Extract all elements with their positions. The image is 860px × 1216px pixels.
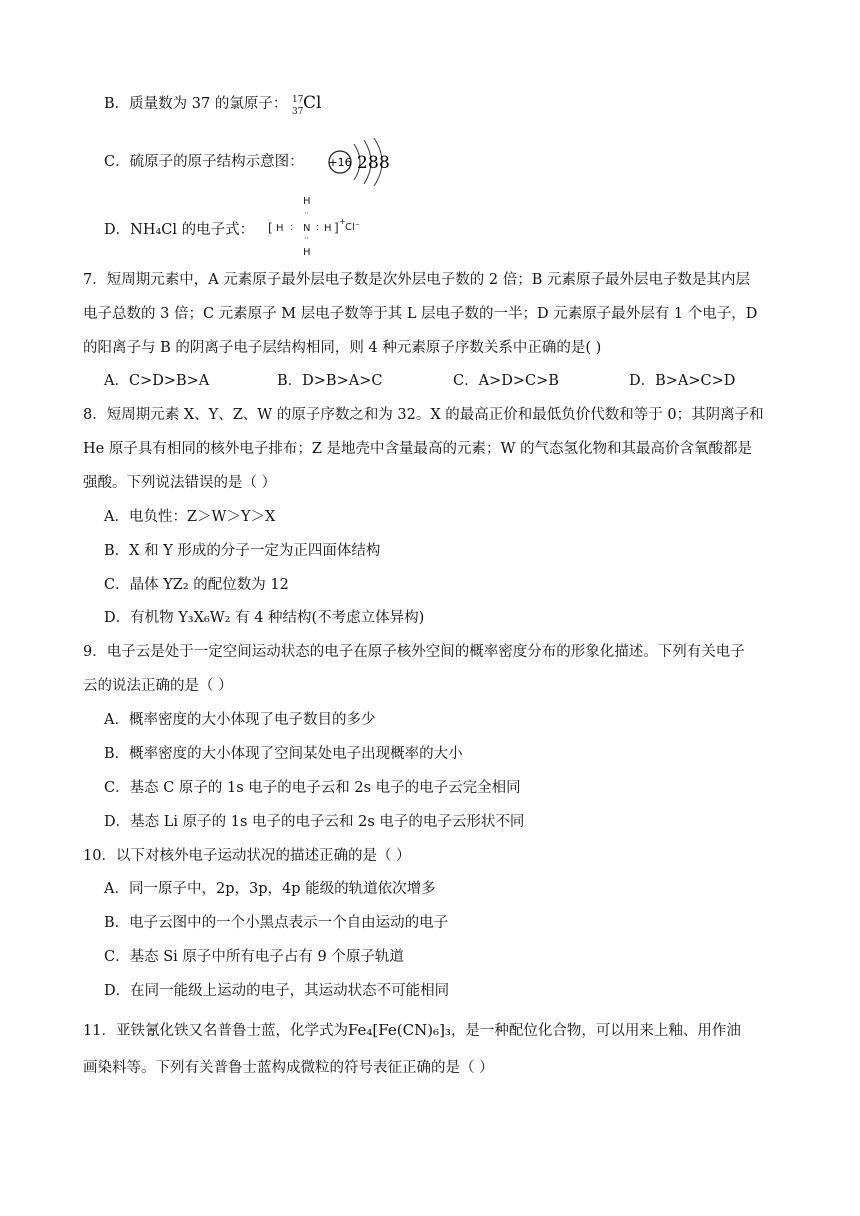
lewis-h-top: H <box>303 196 311 207</box>
q9-option-d: D．基态 Li 原子的 1s 电子的电子云和 2s 电子的电子云形状不同 <box>104 814 525 830</box>
shell-1-count: 2 <box>357 153 368 173</box>
shell-2-count: 8 <box>368 153 379 173</box>
q9-stem-line-1: 9．电子云是处于一定空间运动状态的电子在原子核外空间的概率密度分布的形象化描述。下列有关电子 <box>83 644 745 660</box>
q11-stem-start: 11．亚铁氰化铁又名普鲁士蓝，化学式为 <box>83 1023 348 1039</box>
q6-option-b <box>104 92 320 116</box>
q10-option-c: C．基态 Si 原子中所有电子占有 9 个原子轨道 <box>104 949 404 965</box>
q7-option-b: B．D>B>A>C <box>277 373 383 389</box>
lewis-anion: Cl⁻ <box>345 222 361 233</box>
q9-stem-line-2: 云的说法正确的是（ ） <box>83 678 233 694</box>
q7-stem-line-2: 电子总数的 3 倍；C 元素原子 M 层电子数等于其 L 层电子数的一半；D 元素原子最外层有 1 个电子，D <box>83 306 758 322</box>
shell-3-count: 8 <box>379 153 390 173</box>
q7-option-a: A．C>D>B>A <box>104 373 210 389</box>
lewis-dots-top: ·· <box>304 209 310 218</box>
q11-stem-line-2: 画染料等。下列有关普鲁士蓝构成微粒的符号表征正确的是（ ） <box>83 1060 494 1076</box>
ammonium-chloride-lewis-structure <box>266 196 386 262</box>
q7-option-c: C．A>D>C>B <box>453 373 559 389</box>
q6-option-d <box>104 220 254 240</box>
lewis-dots-right: : <box>316 222 320 233</box>
q8-option-d: D．有机物 Y₃X₆W₂ 有 4 种结构(不考虑立体异构) <box>104 610 425 626</box>
q8-option-c: C．晶体 YZ₂ 的配位数为 12 <box>104 577 289 593</box>
lewis-bracket-left: [ <box>268 221 273 235</box>
q10-option-d: D．在同一能级上运动的电子，其运动状态不可能相同 <box>104 983 450 999</box>
q10-stem: 10．以下对核外电子运动状况的描述正确的是（ ） <box>83 848 411 864</box>
lewis-dots-bottom: ·· <box>304 234 310 243</box>
lewis-dots-left: : <box>290 222 294 233</box>
q6-option-b-text: B．质量数为 37 的氯原子： <box>104 96 288 112</box>
nuclide-upper-number: 17 <box>291 95 304 105</box>
sulfur-atomic-structure-diagram <box>326 136 396 188</box>
lewis-n-center: N <box>303 223 311 234</box>
q7-stem-line-3: 的阳离子与 B 的阴离子电子层结构相同，则 4 种元素原子序数关系中正确的是( ) <box>83 340 602 356</box>
lewis-charge: + <box>339 217 346 226</box>
nucleus-charge: +16 <box>328 156 352 169</box>
q8-stem-line-2: He 原子具有相同的核外电子排布；Z 是地壳中含量最高的元素；W 的气态氢化物和其最高价含氧酸都是 <box>83 441 753 457</box>
q9-option-a: A．概率密度的大小体现了电子数目的多少 <box>104 712 376 728</box>
prussian-blue-formula: Fe₄[Fe(CN)₆]₃ <box>347 1021 451 1039</box>
q8-stem-line-1: 8．短周期元素 X、Y、Z、W 的原子序数之和为 32。X 的最高正价和最低负价代数和等于 0；其阴离子和 <box>83 407 764 423</box>
lewis-bracket-right: ] <box>334 221 339 235</box>
nuclide-element: Cl <box>302 93 322 113</box>
nuclide-lower-number: 37 <box>291 107 304 117</box>
q8-stem-line-3: 强酸。下列说法错误的是（ ） <box>83 475 277 491</box>
q9-option-c: C．基态 C 原子的 1s 电子的电子云和 2s 电子的电子云完全相同 <box>104 780 521 796</box>
q11-stem-line-1 <box>83 1020 741 1041</box>
q10-option-b: B．电子云图中的一个小黑点表示一个自由运动的电子 <box>104 915 449 931</box>
q6-option-c <box>104 152 304 172</box>
q8-option-a: A．电负性：Z＞W＞Y＞X <box>104 509 276 525</box>
q11-stem-end: ，是一种配位化合物，可以用来上釉、用作油 <box>450 1023 741 1039</box>
lewis-h-left: H <box>276 223 284 234</box>
q8-option-b: B．X 和 Y 形成的分子一定为正四面体结构 <box>104 543 381 559</box>
q10-option-a: A．同一原子中，2p，3p，4p 能级的轨道依次增多 <box>104 881 436 897</box>
lewis-h-right: H <box>324 223 332 234</box>
q6-option-d-text: D．NH₄Cl 的电子式： <box>104 222 255 238</box>
chlorine-nuclide-symbol <box>292 92 320 116</box>
lewis-h-bottom: H <box>303 247 311 258</box>
q9-option-b: B．概率密度的大小体现了空间某处电子出现概率的大小 <box>104 746 463 762</box>
q6-option-c-text: C．硫原子的原子结构示意图： <box>104 154 304 170</box>
q7-stem-line-1: 7．短周期元素中，A 元素原子最外层电子数是次外层电子数的 2 倍；B 元素原子最外层电子数是其内层 <box>83 272 751 288</box>
q7-option-d: D．B>A>C>D <box>629 373 736 389</box>
